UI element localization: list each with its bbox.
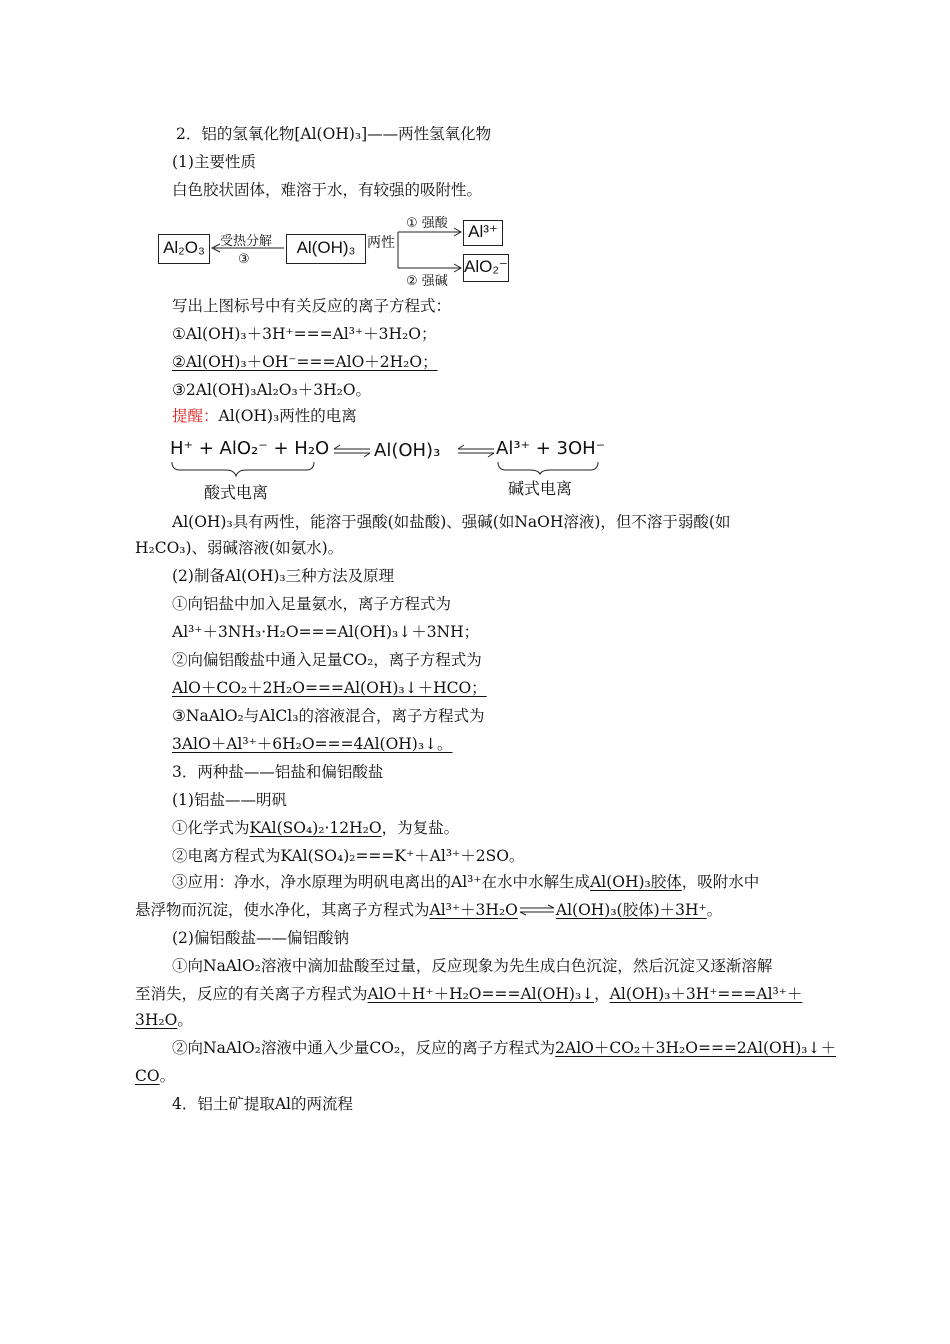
reversible-arrow (518, 901, 556, 921)
aluminate-1-cont (135, 984, 802, 1004)
aluminate-1-prefix: 至消失，反应的有关离子方程式为 (135, 985, 368, 1003)
al2o3-box: Al₂O₃ (158, 234, 210, 264)
alum-formula-suffix: ，为复盐。 (381, 819, 460, 837)
amphoteric-label: 两性 (367, 235, 395, 251)
alum-formula: KAl(SO₄)₂·12H₂O (249, 819, 382, 837)
acid-caption: 酸式电离 (204, 483, 269, 502)
reversible-arrow-icon (518, 904, 556, 916)
alum-application-line (172, 872, 759, 892)
section-3-sub-2: (2)偏铝酸盐——偏铝酸钠 (172, 929, 349, 947)
alum-ionization-line: ②电离方程式为KAl(SO₄)₂===K⁺＋Al³⁺＋2SO。 (172, 847, 525, 865)
method-1: ①向铝盐中加入足量氨水，离子方程式为 (172, 595, 452, 613)
strong-acid-label: ① 强酸 (406, 216, 448, 231)
aluminate-2-end-period: 。 (159, 1067, 176, 1085)
strong-base-label: ② 强碱 (406, 274, 448, 289)
section-3-sub-1: (1)铝盐——明矾 (172, 791, 287, 809)
method-1-equation: Al³⁺＋3NH₃·H₂O===Al(OH)₃↓＋3NH； (172, 623, 480, 641)
aluminate-1-end-period: 。 (177, 1011, 193, 1029)
aluminate-1: ①向NaAlO₂溶液中滴加盐酸至过量，反应现象为先生成白色沉淀，然后沉淀又逐渐溶解 (172, 957, 773, 975)
aluminate-1-eq-a: AlO＋H⁺＋H₂O===Al(OH)₃↓ (367, 985, 595, 1003)
method-2-equation: AlO＋CO₂＋2H₂O===Al(OH)₃↓＋HCO； (172, 679, 487, 697)
section-2-sub-1: (1)主要性质 (172, 153, 256, 171)
section-2-sub-2: (2)制备Al(OH)₃三种方法及原理 (172, 567, 395, 585)
equation-1: ①Al(OH)₃＋3H⁺===Al³⁺＋3H₂O； (172, 325, 437, 343)
acid-side: H⁺ + AlO₂⁻ + H₂O (170, 438, 330, 459)
aloh3-middle: Al(OH)₃ (374, 440, 441, 461)
paragraph-1: Al(OH)₃具有两性，能溶于强酸(如盐酸)、强碱(如NaOH溶液)，但不溶于弱酸(如 (172, 513, 731, 531)
tip-text: Al(OH)₃两性的电离 (218, 407, 357, 425)
al3-box: Al³⁺ (463, 220, 503, 246)
alum-formula-line (172, 818, 459, 838)
aluminate-2-eq: 2AlO＋CO₂＋3H₂O===2Al(OH)₃↓＋ (555, 1039, 836, 1057)
hydrolysis-right: Al(OH)₃(胶体)＋3H⁺ (555, 901, 707, 919)
hydrolysis-left: Al³⁺＋3H₂O (429, 901, 518, 919)
aluminate-1-sep: ， (594, 985, 610, 1003)
ionization-arrows (166, 432, 606, 502)
hydrolysis-prefix: 悬浮物而沉淀，使水净化，其离子方程式为 (135, 901, 430, 919)
aluminate-2-eq-end: CO (135, 1067, 160, 1085)
application-prefix: ③应用：净水，净水原理为明矾电离出的Al³⁺在水中水解生成 (172, 873, 591, 891)
aluminum-hydroxide-diagram (158, 208, 518, 288)
label-3: ③ (238, 252, 250, 267)
alum-application-cont (135, 900, 722, 921)
tip-label: 提醒： (172, 407, 219, 425)
base-side: Al³⁺ + 3OH⁻ (496, 438, 606, 459)
section-3-heading: 3．两种盐——铝盐和偏铝酸盐 (172, 763, 384, 781)
prompt-line: 写出上图标号中有关反应的离子方程式： (172, 297, 452, 315)
diagram-arrows (158, 208, 518, 288)
alo2-box: AlO₂⁻ (463, 254, 509, 282)
aluminate-2-end (135, 1066, 175, 1086)
aluminate-1-end (135, 1010, 193, 1030)
hydrolysis-suffix: 。 (706, 901, 723, 919)
property-description: 白色胶状固体，难溶于水，有较强的吸附性。 (172, 181, 483, 199)
heat-decompose-label: 受热分解 (220, 234, 273, 249)
base-caption: 碱式电离 (508, 479, 573, 498)
aluminate-1-eq-b: Al(OH)₃＋3H⁺===Al³⁺＋ (609, 985, 803, 1003)
equation-3: ③2Al(OH)₃Al₂O₃＋3H₂O。 (172, 381, 372, 399)
method-3: ③NaAlO₂与AlCl₃的溶液混合，离子方程式为 (172, 707, 485, 725)
ionization-diagram (166, 432, 606, 502)
aluminate-1-eq-b-end: 3H₂O (135, 1011, 178, 1029)
method-2: ②向偏铝酸盐中通入足量CO₂，离子方程式为 (172, 651, 482, 669)
aluminate-2-prefix: ②向NaAlO₂溶液中通入少量CO₂，反应的离子方程式为 (172, 1039, 556, 1057)
alum-formula-prefix: ①化学式为 (172, 819, 250, 837)
aluminate-2 (172, 1038, 836, 1058)
section-4-heading: 4．铝土矿提取Al的两流程 (172, 1095, 354, 1113)
paragraph-1-cont: H₂CO₃)、弱碱溶液(如氨水)。 (135, 539, 344, 557)
tip-line (172, 406, 357, 426)
equation-2: ②Al(OH)₃＋OH⁻===AlO＋2H₂O； (172, 353, 438, 371)
section-2-heading: 2．铝的氢氧化物[Al(OH)₃]——两性氢氧化物 (176, 125, 492, 143)
application-suffix: ，吸附水中 (681, 873, 760, 891)
aloh3-box: Al(OH)₃ (286, 234, 366, 264)
method-3-equation: 3AlO＋Al³⁺＋6H₂O===4Al(OH)₃↓。 (172, 735, 453, 753)
application-colloid: Al(OH)₃胶体 (590, 873, 682, 891)
